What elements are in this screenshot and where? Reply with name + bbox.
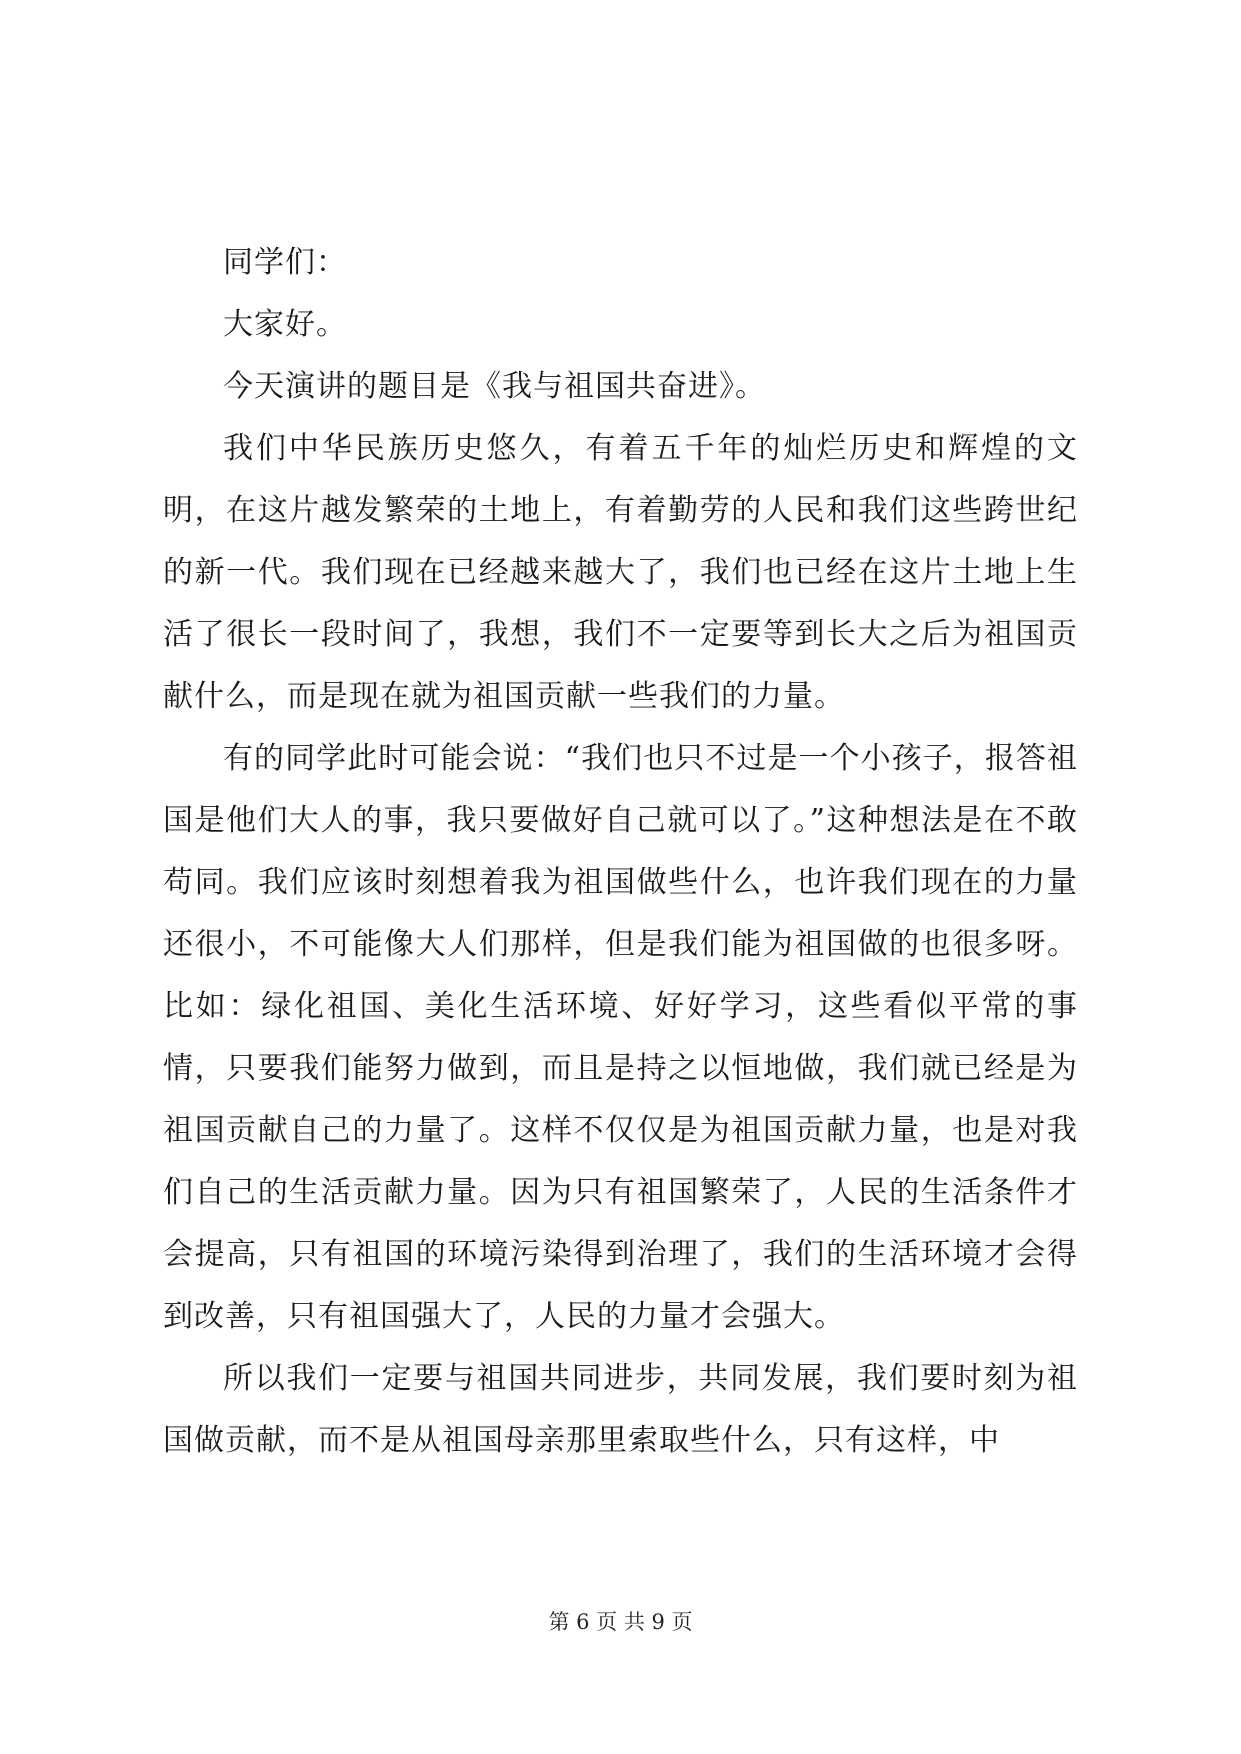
paragraph-salutation: 同学们：	[223, 245, 347, 280]
paragraph-conclusion: 所以我们一定要与祖国共同进步，共同发展，我们要时刻为祖国做贡献，而不是从祖国母亲那里索取些什么，只有这样，中	[163, 1361, 1078, 1458]
paragraph-greeting: 大家好。	[223, 307, 347, 342]
page-number-footer: 第 6 页 共 9 页	[548, 1610, 693, 1634]
document-body	[163, 232, 1078, 1472]
paragraph-history: 我们中华民族历史悠久，有着五千年的灿烂历史和辉煌的文明，在这片越发繁荣的土地上，有着勤劳的人民和我们这些跨世纪的新一代。我们现在已经越来越大了，我们也已经在这片土地上生活了很长一段时间了，我想，我们不一定要等到长大之后为祖国贡献什么，而是现在就为祖国贡献一些我们的力量。	[163, 431, 1078, 714]
paragraph-contribution: 有的同学此时可能会说：“我们也只不过是一个小孩子，报答祖国是他们大人的事，我只要做好自己就可以了。”这种想法是在不敢苟同。我们应该时刻想着我为祖国做些什么，也许我们现在的力量还很小，不可能像大人们那样，但是我们能为祖国做的也很多呀。比如：绿化祖国、美化生活环境、好好学习，这些看似平常的事情，只要我们能努力做到，而且是持之以恒地做，我们就已经是为祖国贡献自己的力量了。这样不仅仅是为祖国贡献力量，也是对我们自己的生活贡献力量。因为只有祖国繁荣了，人民的生活条件才会提高，只有祖国的环境污染得到治理了，我们的生活环境才会得到改善，只有祖国强大了，人民的力量才会强大。	[163, 741, 1078, 1334]
paragraph-topic: 今天演讲的题目是《我与祖国共奋进》。	[223, 369, 766, 404]
